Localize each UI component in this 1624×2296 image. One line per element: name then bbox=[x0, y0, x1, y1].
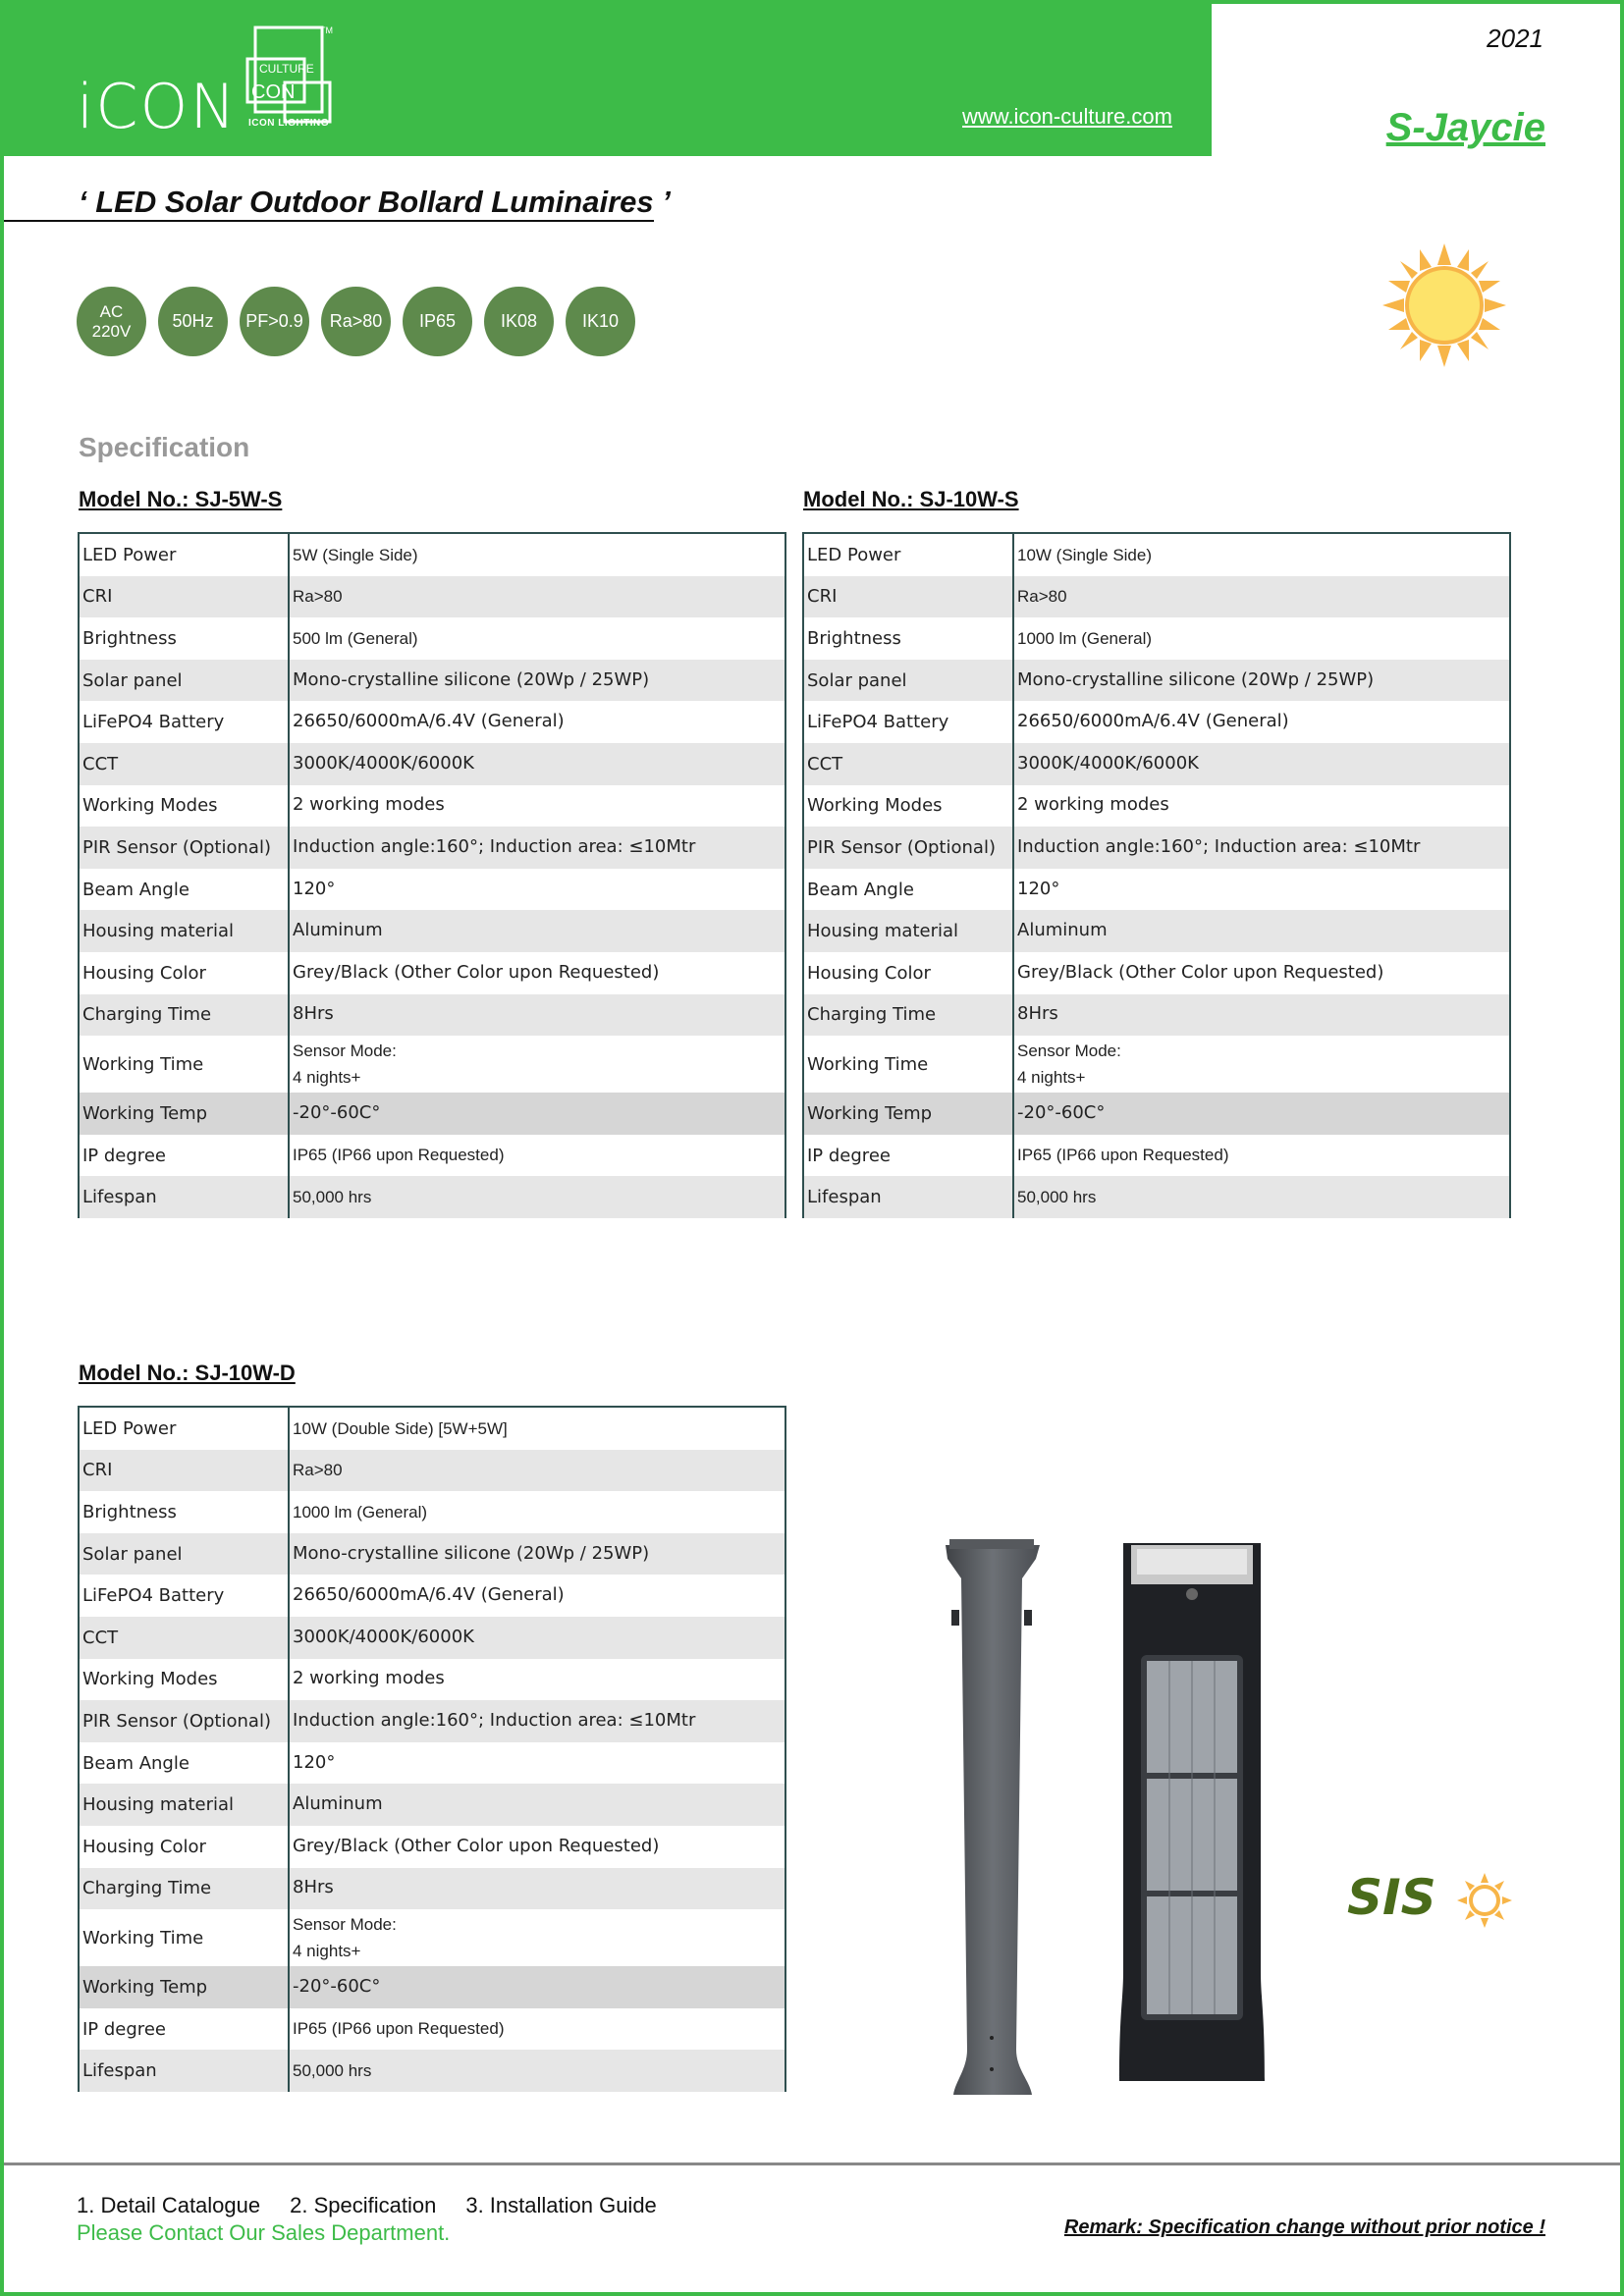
spec-key: Working Time bbox=[80, 1909, 290, 1966]
table-row bbox=[80, 1135, 785, 1177]
svg-text:SIS: SIS bbox=[1347, 1869, 1436, 1926]
table-row bbox=[80, 1176, 785, 1218]
spec-value: Ra>80 bbox=[1017, 587, 1067, 607]
badge-ac-voltage: AC 220V bbox=[77, 287, 146, 356]
spec-value: 120° bbox=[293, 878, 336, 899]
spec-value: Mono-crystalline silicone (20Wp / 25WP) bbox=[293, 1542, 650, 1564]
logo-culture-text: CULTURE bbox=[259, 62, 314, 76]
table-row bbox=[80, 1826, 785, 1868]
bollard-front-view-image bbox=[1117, 1539, 1267, 2085]
table-row bbox=[804, 701, 1509, 743]
product-name: S-Jaycie bbox=[1385, 106, 1545, 149]
model-label-sj-5w-s: Model No.: SJ-5W-S bbox=[79, 487, 283, 511]
table-row bbox=[80, 660, 785, 702]
table-row bbox=[80, 1909, 785, 1966]
spec-key: Housing Color bbox=[80, 952, 290, 994]
table-row bbox=[80, 534, 785, 576]
table-row bbox=[80, 701, 785, 743]
spec-value: 26650/6000mA/6.4V (General) bbox=[293, 711, 565, 732]
spec-value: 5W (Single Side) bbox=[293, 545, 418, 564]
spec-key: Charging Time bbox=[804, 994, 1014, 1037]
bollard-side-view-image bbox=[938, 1539, 1046, 2099]
table-row bbox=[80, 952, 785, 994]
spec-key: Working Modes bbox=[80, 785, 290, 828]
spec-value: Aluminum bbox=[293, 1793, 383, 1815]
spec-key: Beam Angle bbox=[804, 869, 1014, 911]
specification-heading: Specification bbox=[79, 432, 250, 462]
table-row bbox=[804, 660, 1509, 702]
table-row bbox=[804, 1036, 1509, 1093]
spec-value: 2 working modes bbox=[293, 1668, 445, 1689]
spec-value: 50,000 hrs bbox=[293, 1188, 372, 1207]
spec-value: Grey/Black (Other Color upon Requested) bbox=[293, 961, 660, 983]
spec-value: Induction angle:160°; Induction area: ≤10Mtr bbox=[293, 1710, 696, 1732]
table-row bbox=[80, 827, 785, 869]
spec-value: 3000K/4000K/6000K bbox=[293, 752, 474, 774]
spec-key: Solar panel bbox=[804, 660, 1014, 702]
spec-key: Solar panel bbox=[80, 660, 290, 702]
table-row bbox=[804, 743, 1509, 785]
logo-tagline: ICON LIGHTING bbox=[248, 118, 330, 129]
table-row bbox=[804, 534, 1509, 576]
table-row bbox=[804, 994, 1509, 1037]
table-row bbox=[804, 910, 1509, 952]
spec-value: IP65 (IP66 upon Requested) bbox=[293, 2019, 505, 2039]
spec-value: 1000 lm (General) bbox=[293, 1502, 428, 1522]
table-row bbox=[80, 1742, 785, 1785]
spec-value: IP65 (IP66 upon Requested) bbox=[293, 1146, 505, 1165]
table-row bbox=[80, 2008, 785, 2051]
spec-value: 50,000 hrs bbox=[1017, 1188, 1097, 1207]
spec-key: Working Temp bbox=[804, 1093, 1014, 1135]
spec-key: Working Temp bbox=[80, 1093, 290, 1135]
spec-value: -20°-60C° bbox=[293, 1102, 381, 1124]
catalog-year: 2021 bbox=[1487, 24, 1543, 53]
spec-table-sj-5w-s bbox=[78, 532, 786, 1218]
spec-value: Sensor Mode: 4 nights+ bbox=[293, 1914, 397, 1961]
spec-key: IP degree bbox=[804, 1135, 1014, 1177]
spec-key: LED Power bbox=[804, 534, 1014, 576]
spec-key: CRI bbox=[80, 1450, 290, 1492]
table-row bbox=[80, 869, 785, 911]
spec-value: 2 working modes bbox=[1017, 794, 1169, 816]
table-row bbox=[80, 1408, 785, 1450]
spec-table-sj-10w-d bbox=[78, 1406, 786, 2092]
footer-divider bbox=[4, 2163, 1620, 2165]
sun-icon bbox=[1382, 243, 1506, 367]
table-row bbox=[80, 910, 785, 952]
table-row bbox=[804, 617, 1509, 660]
badge-power-factor: PF>0.9 bbox=[240, 287, 309, 356]
table-row bbox=[80, 743, 785, 785]
table-row bbox=[804, 1135, 1509, 1177]
spec-key: LiFePO4 Battery bbox=[80, 1575, 290, 1617]
table-row bbox=[80, 1450, 785, 1492]
spec-value: 50,000 hrs bbox=[293, 2061, 372, 2081]
spec-value: -20°-60C° bbox=[1017, 1102, 1106, 1124]
spec-value: Aluminum bbox=[1017, 920, 1108, 941]
spec-value: 10W (Double Side) [5W+5W] bbox=[293, 1418, 508, 1438]
table-row bbox=[80, 1093, 785, 1135]
spec-value: Grey/Black (Other Color upon Requested) bbox=[1017, 961, 1384, 983]
spec-key: CCT bbox=[80, 1617, 290, 1659]
spec-key: CRI bbox=[80, 576, 290, 618]
table-row bbox=[80, 1036, 785, 1093]
spec-key: Housing Color bbox=[80, 1826, 290, 1868]
badge-cri: Ra>80 bbox=[321, 287, 391, 356]
table-row bbox=[804, 1093, 1509, 1135]
footer-link-specification[interactable]: 2. Specification bbox=[290, 2193, 437, 2217]
spec-value: 120° bbox=[1017, 878, 1060, 899]
table-row bbox=[804, 952, 1509, 994]
spec-key: PIR Sensor (Optional) bbox=[80, 827, 290, 869]
table-row bbox=[80, 1491, 785, 1533]
spec-key: LED Power bbox=[80, 1408, 290, 1450]
spec-key: Brightness bbox=[80, 617, 290, 660]
spec-value: 10W (Single Side) bbox=[1017, 545, 1153, 564]
spec-value: 3000K/4000K/6000K bbox=[293, 1626, 474, 1647]
spec-value: Sensor Mode: 4 nights+ bbox=[293, 1041, 397, 1088]
spec-value: 3000K/4000K/6000K bbox=[1017, 752, 1199, 774]
spec-key: Solar panel bbox=[80, 1533, 290, 1575]
table-row bbox=[804, 785, 1509, 828]
spec-key: Working Temp bbox=[80, 1966, 290, 2008]
table-row bbox=[80, 1617, 785, 1659]
badge-frequency: 50Hz bbox=[158, 287, 228, 356]
table-row bbox=[80, 1659, 785, 1701]
spec-key: PIR Sensor (Optional) bbox=[80, 1700, 290, 1742]
spec-key: CRI bbox=[804, 576, 1014, 618]
table-row bbox=[804, 576, 1509, 618]
table-row bbox=[80, 1784, 785, 1826]
title-divider bbox=[4, 220, 654, 222]
spec-key: Charging Time bbox=[80, 994, 290, 1037]
spec-value: 120° bbox=[293, 1751, 336, 1773]
table-row bbox=[804, 1176, 1509, 1218]
brand-logo-text: iCON bbox=[77, 71, 238, 142]
spec-value: Ra>80 bbox=[293, 1461, 343, 1480]
spec-table-sj-10w-s bbox=[802, 532, 1511, 1218]
spec-key: Housing material bbox=[80, 1784, 290, 1826]
contact-notice: Please Contact Our Sales Department. bbox=[77, 2220, 451, 2245]
table-row bbox=[80, 994, 785, 1037]
spec-key: Charging Time bbox=[80, 1868, 290, 1910]
spec-key: Brightness bbox=[80, 1491, 290, 1533]
spec-key: LiFePO4 Battery bbox=[804, 701, 1014, 743]
website-link[interactable]: www.icon-culture.com bbox=[962, 104, 1172, 129]
feature-badges bbox=[77, 287, 635, 356]
footer-link-catalogue[interactable]: 1. Detail Catalogue bbox=[77, 2193, 261, 2217]
table-row bbox=[80, 2050, 785, 2092]
spec-key: Beam Angle bbox=[80, 869, 290, 911]
spec-value: 8Hrs bbox=[1017, 1003, 1058, 1025]
table-row bbox=[80, 1868, 785, 1910]
document-title: ‘ LED Solar Outdoor Bollard Luminaires ’ bbox=[79, 185, 671, 219]
footer-links bbox=[77, 2193, 657, 2218]
spec-value: Grey/Black (Other Color upon Requested) bbox=[293, 1835, 660, 1856]
table-row bbox=[80, 1533, 785, 1575]
table-row bbox=[80, 1575, 785, 1617]
badge-ip-rating: IP65 bbox=[403, 287, 472, 356]
table-row bbox=[804, 827, 1509, 869]
table-row bbox=[80, 576, 785, 618]
spec-key: Lifespan bbox=[80, 1176, 290, 1218]
spec-key: Working Modes bbox=[804, 785, 1014, 828]
spec-key: Brightness bbox=[804, 617, 1014, 660]
spec-value: -20°-60C° bbox=[293, 1976, 381, 1998]
spec-key: PIR Sensor (Optional) bbox=[804, 827, 1014, 869]
spec-key: LED Power bbox=[80, 534, 290, 576]
spec-value: 500 lm (General) bbox=[293, 628, 418, 648]
spec-key: Working Time bbox=[80, 1036, 290, 1093]
remark-notice: Remark: Specification change without prior notice ! bbox=[1063, 2216, 1545, 2238]
spec-key: Housing Color bbox=[804, 952, 1014, 994]
spec-key: LiFePO4 Battery bbox=[80, 701, 290, 743]
spec-value: IP65 (IP66 upon Requested) bbox=[1017, 1146, 1229, 1165]
spec-key: Lifespan bbox=[80, 2050, 290, 2092]
spec-value: Induction angle:160°; Induction area: ≤10Mtr bbox=[293, 836, 696, 858]
spec-value: Sensor Mode: 4 nights+ bbox=[1017, 1041, 1121, 1088]
spec-key: IP degree bbox=[80, 2008, 290, 2051]
badge-ik08: IK08 bbox=[484, 287, 554, 356]
spec-key: Housing material bbox=[80, 910, 290, 952]
table-row bbox=[80, 785, 785, 828]
spec-value: 26650/6000mA/6.4V (General) bbox=[1017, 711, 1289, 732]
spec-value: Mono-crystalline silicone (20Wp / 25WP) bbox=[293, 668, 650, 690]
spec-key: CCT bbox=[80, 743, 290, 785]
badge-ik10: IK10 bbox=[566, 287, 635, 356]
spec-value: 26650/6000mA/6.4V (General) bbox=[293, 1584, 565, 1606]
spec-key: Working Modes bbox=[80, 1659, 290, 1701]
spec-value: 8Hrs bbox=[293, 1877, 334, 1898]
logo-con-text: CON bbox=[251, 81, 296, 103]
spec-key: Housing material bbox=[804, 910, 1014, 952]
siso-brand-logo bbox=[1345, 1863, 1512, 1932]
table-row bbox=[80, 617, 785, 660]
table-row bbox=[80, 1700, 785, 1742]
spec-value: Mono-crystalline silicone (20Wp / 25WP) bbox=[1017, 668, 1375, 690]
spec-key: CCT bbox=[804, 743, 1014, 785]
model-label-sj-10w-s: Model No.: SJ-10W-S bbox=[803, 487, 1019, 511]
spec-value: Aluminum bbox=[293, 920, 383, 941]
table-row bbox=[804, 869, 1509, 911]
footer-link-installation[interactable]: 3. Installation Guide bbox=[465, 2193, 657, 2217]
spec-key: Beam Angle bbox=[80, 1742, 290, 1785]
svg-text:TM: TM bbox=[320, 26, 333, 35]
spec-key: Working Time bbox=[804, 1036, 1014, 1093]
spec-value: 8Hrs bbox=[293, 1003, 334, 1025]
spec-key: IP degree bbox=[80, 1135, 290, 1177]
spec-value: Ra>80 bbox=[293, 587, 343, 607]
spec-value: 2 working modes bbox=[293, 794, 445, 816]
table-row bbox=[80, 1966, 785, 2008]
spec-key: Lifespan bbox=[804, 1176, 1014, 1218]
model-label-sj-10w-d: Model No.: SJ-10W-D bbox=[79, 1361, 296, 1385]
spec-value: Induction angle:160°; Induction area: ≤10Mtr bbox=[1017, 836, 1421, 858]
spec-value: 1000 lm (General) bbox=[1017, 628, 1153, 648]
